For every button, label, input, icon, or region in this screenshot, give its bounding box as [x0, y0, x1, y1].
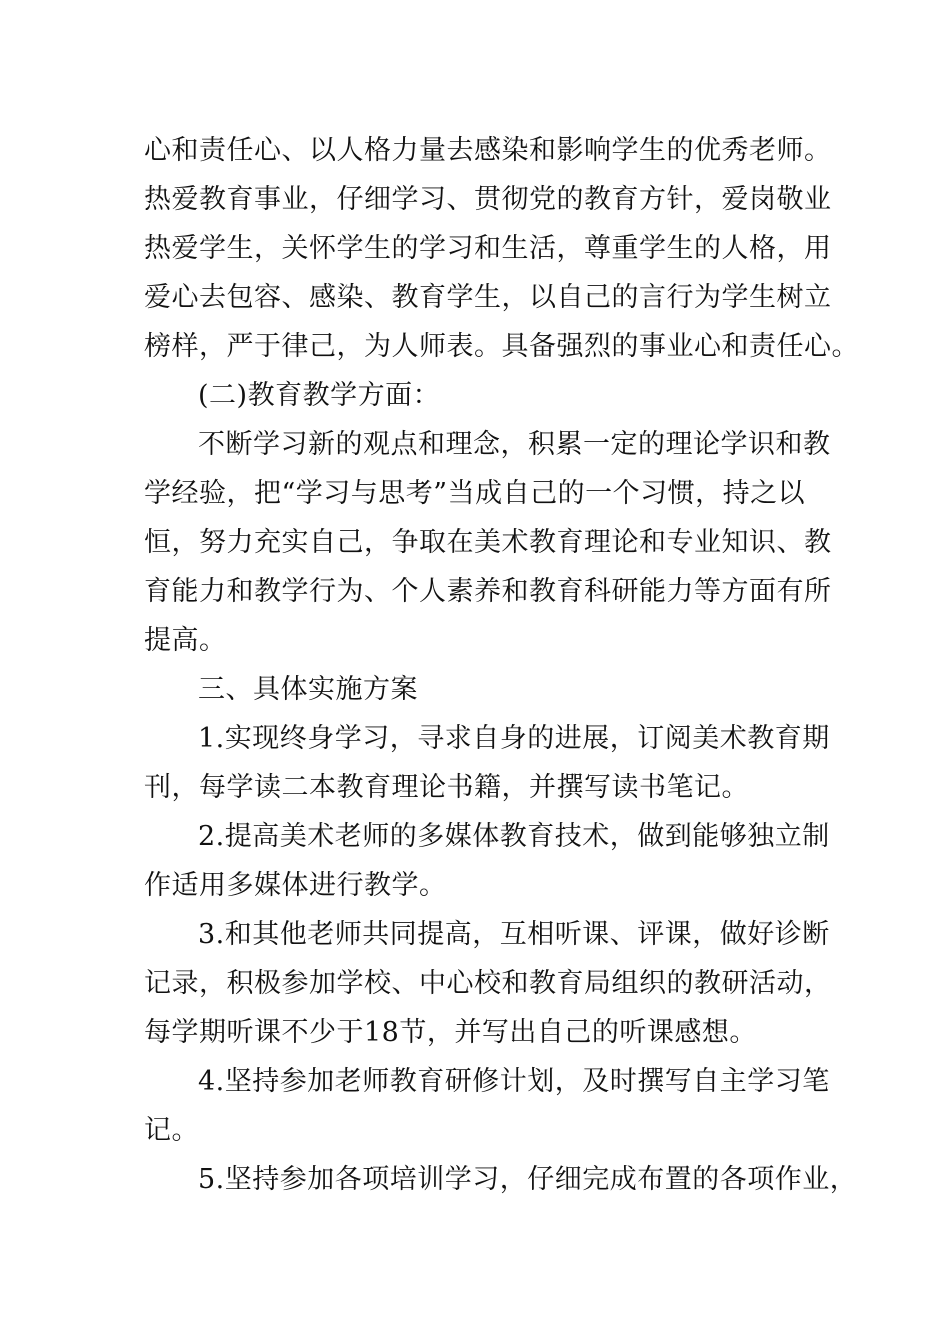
plan-item-3: [144, 910, 832, 1057]
plan-item-4: [144, 1057, 830, 1155]
text-line: 提高。: [144, 625, 227, 656]
text-line: 榜样，严于律己，为人师表。具备强烈的事业心和责任心。: [144, 331, 859, 362]
paragraph-1: [144, 126, 859, 371]
text-line: 作适用多媒体进行教学。: [144, 870, 447, 901]
section-heading-teaching: [144, 371, 814, 420]
text-line: 刊，每学读二本教育理论书籍，并撰写读书笔记。: [144, 772, 749, 803]
text-line: (二)教育教学方面：: [198, 380, 441, 411]
text-line: 1.实现终身学习，寻求自身的进展，订阅美术教育期: [198, 723, 830, 754]
plan-item-1: [144, 714, 830, 812]
text-line: 热爱教育事业，仔细学习、贯彻党的教育方针，爱岗敬业: [144, 184, 832, 215]
text-line: 5.坚持参加各项培训学习，仔细完成布置的各项作业，: [198, 1164, 858, 1195]
text-line: 三、具体实施方案: [198, 674, 418, 705]
plan-item-2: [144, 812, 830, 910]
section-heading-plan: [144, 665, 814, 714]
paragraph-2: [144, 420, 832, 665]
text-line: 爱心去包容、感染、教育学生，以自己的言行为学生树立: [144, 282, 832, 313]
text-line: 4.坚持参加老师教育研修计划，及时撰写自主学习笔: [198, 1066, 830, 1097]
text-line: 每学期听课不少于18节，并写出自己的听课感想。: [144, 1017, 757, 1048]
text-line: 2.提高美术老师的多媒体教育技术，做到能够独立制: [198, 821, 830, 852]
text-line: 记。: [144, 1115, 199, 1146]
text-line: 记录，积极参加学校、中心校和教育局组织的教研活动，: [144, 968, 832, 999]
document-body: [144, 126, 859, 1204]
text-line: 学经验，把“学习与思考”当成自己的一个习惯，持之以: [144, 478, 806, 509]
text-line: 热爱学生，关怀学生的学习和生活，尊重学生的人格，用: [144, 233, 832, 264]
text-line: 3.和其他老师共同提高，互相听课、评课，做好诊断: [198, 919, 830, 950]
plan-item-5: [144, 1155, 858, 1204]
text-line: 不断学习新的观点和理念，积累一定的理论学识和教: [198, 429, 831, 460]
text-line: 育能力和教学行为、个人素养和教育科研能力等方面有所: [144, 576, 832, 607]
text-line: 心和责任心、以人格力量去感染和影响学生的优秀老师。: [144, 135, 832, 166]
text-line: 恒，努力充实自己，争取在美术教育理论和专业知识、教: [144, 527, 832, 558]
